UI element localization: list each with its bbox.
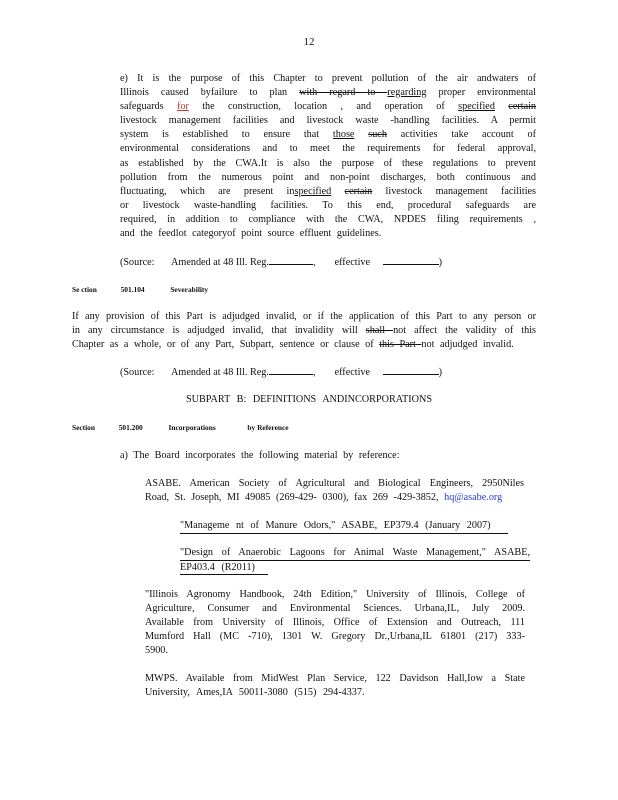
source-note-2 <box>120 366 442 380</box>
comma: , <box>312 367 316 378</box>
struck-text: certain <box>508 101 537 113</box>
section-501-200-heading <box>72 423 289 432</box>
text-line: MWPS. Available from MidWest Plan Service, 122 Davidson Hall,Iow a State <box>145 673 525 684</box>
text-line <box>120 142 536 156</box>
text-line <box>120 128 536 142</box>
text-segment: not adjudged invalid. <box>421 339 514 351</box>
text-segment: activities take account of <box>386 129 537 141</box>
text-line <box>120 185 536 199</box>
text-segment: as established by the CWA.It is also the purpose of these regulations to prevent <box>120 157 536 169</box>
text-line <box>120 213 536 227</box>
reg-blank <box>269 374 313 375</box>
asabe-line-1: ASABE. American Society of Agricultural and Biological Engineers, 2950Niles <box>145 478 524 489</box>
text-segment: system is established to ensure that <box>120 129 333 141</box>
asabe-email-link[interactable]: hq@asabe.org <box>444 492 503 504</box>
close-paren: ) <box>438 257 442 268</box>
text-line: 5900. <box>145 645 168 657</box>
asabe-line-2: Road, St. Joseph, MI 49085 (269-429- 0300), fax 269 -429-3852, <box>145 492 439 504</box>
reference-text: "Manageme nt of Manure Odors," ASABE, EP379.4 (January 2007) <box>180 520 491 531</box>
inserted-text: regarding <box>387 87 427 99</box>
text-line <box>120 227 536 241</box>
text-segment: and the feedlot categoryof point source effluent guidelines. <box>120 228 382 240</box>
text-line <box>120 114 536 128</box>
severability-paragraph <box>72 310 536 352</box>
struck-text: this Part <box>379 339 422 351</box>
source-label: (Source: <box>120 367 155 378</box>
text-segment: fluctuating, which are present in <box>120 185 295 197</box>
text-segment: proper environmental <box>426 87 536 99</box>
struck-text: shall <box>365 325 394 337</box>
text-segment: in any circumstance is adjudged invalid, that invalidity will <box>72 325 366 337</box>
text-line <box>120 199 536 213</box>
section-number: 501.104 <box>120 285 145 294</box>
source-note <box>120 256 442 270</box>
struck-text: such <box>368 129 387 141</box>
purpose-paragraph <box>120 72 536 241</box>
struck-text: certain <box>344 185 373 197</box>
text-line <box>120 86 536 100</box>
struck-text: with regard to <box>299 87 388 99</box>
text-segment: or livestock waste-handling facilities. To this end, procedural safeguards are <box>120 199 536 211</box>
text-line <box>120 100 536 114</box>
text-segment: livestock management facilities <box>372 185 537 197</box>
section-501-104-heading <box>72 285 208 294</box>
text-segment: e) It is the purpose of this Chapter to prevent pollution of the air andwaters of <box>120 73 536 84</box>
source-label: (Source: <box>120 257 155 268</box>
subpart-heading: SUBPART B: DEFINITIONS ANDINCORPORATIONS <box>185 394 433 405</box>
page-number: 12 <box>303 36 315 48</box>
inserted-text: for <box>176 101 189 113</box>
reference-anaerobic-lagoons <box>180 546 530 575</box>
text-line <box>72 324 536 338</box>
mwps-entry <box>145 672 525 700</box>
reference-line-2-text: EP403.4 (R2011) <box>180 561 255 573</box>
text-line <box>72 338 536 352</box>
text-segment: Illinois caused byfailure to plan <box>120 87 300 99</box>
asabe-entry <box>145 477 524 505</box>
section-title: Severability <box>170 285 209 294</box>
text-segment: the construction, location , and operation of <box>188 101 459 113</box>
effective-blank <box>383 374 439 375</box>
text-line: Mumford Hall (MC -710), 1301 W. Gregory Dr.,Urbana,IL 61801 (217) 333- <box>145 631 525 643</box>
text-line: Agriculture, Consumer and Environmental Sciences. Urbana,IL, July 2009. <box>145 603 525 615</box>
text-segment: required, in addition to compliance with the CWA, NPDES filing requirements , <box>120 213 536 225</box>
text-segment: If any provision of this Part is adjudged invalid, or if the application of this Part to any person or <box>72 311 536 322</box>
section-label: Se ction <box>72 285 97 294</box>
inserted-text: specified <box>458 101 495 113</box>
section-number: 501.200 <box>118 423 143 432</box>
effective-blank <box>383 264 439 265</box>
close-paren: ) <box>438 367 442 378</box>
text-line <box>120 171 536 185</box>
text-segment: livestock management facilities and livestock waste -handling facilities. A permit <box>120 115 536 127</box>
reg-blank <box>269 264 313 265</box>
text-segment: Chapter as a whole, or of any Part, Subpart, sentence or clause of <box>72 339 380 351</box>
comma: , <box>312 257 316 268</box>
text-line: Available from University of Illinois, Office of Extension and Outreach, 111 <box>145 617 525 629</box>
text-segment <box>495 101 508 112</box>
section-title-cont: by Reference <box>247 423 289 432</box>
text-segment <box>354 129 368 140</box>
amended-text: Amended at 48 Ill. Reg. <box>171 257 269 268</box>
amended-text: Amended at 48 Ill. Reg. <box>171 367 269 378</box>
text-line <box>120 72 536 86</box>
illinois-agronomy-entry <box>145 588 525 658</box>
text-line <box>120 157 536 171</box>
section-title: Incorporations <box>168 423 216 432</box>
text-segment: not affect the validity of this <box>393 325 536 337</box>
inserted-text: specified <box>294 185 332 197</box>
section-label: Section <box>72 423 95 432</box>
text-line: "Illinois Agronomy Handbook, 24th Edition," University of Illinois, College of <box>145 589 525 600</box>
incorporates-paragraph: a) The Board incorporates the following material by reference: <box>120 450 400 461</box>
reference-manure-odors <box>180 519 508 534</box>
effective-text: effective <box>334 257 371 268</box>
text-segment: safeguards <box>120 101 177 113</box>
text-line: University, Ames,IA 50011-3080 (515) 294-4337. <box>145 687 365 699</box>
reference-line-1: "Design of Anaerobic Lagoons for Animal Waste Management," ASABE, <box>180 546 530 561</box>
reference-line-2 <box>180 561 268 576</box>
text-line <box>72 310 536 324</box>
inserted-text: those <box>332 129 355 141</box>
text-segment: pollution from the numerous point and non-point discharges, both continuous and <box>120 171 536 183</box>
text-segment: environmental considerations and to meet the requirements for federal approval, <box>120 143 536 155</box>
text-segment <box>331 186 344 197</box>
effective-text: effective <box>334 367 371 378</box>
